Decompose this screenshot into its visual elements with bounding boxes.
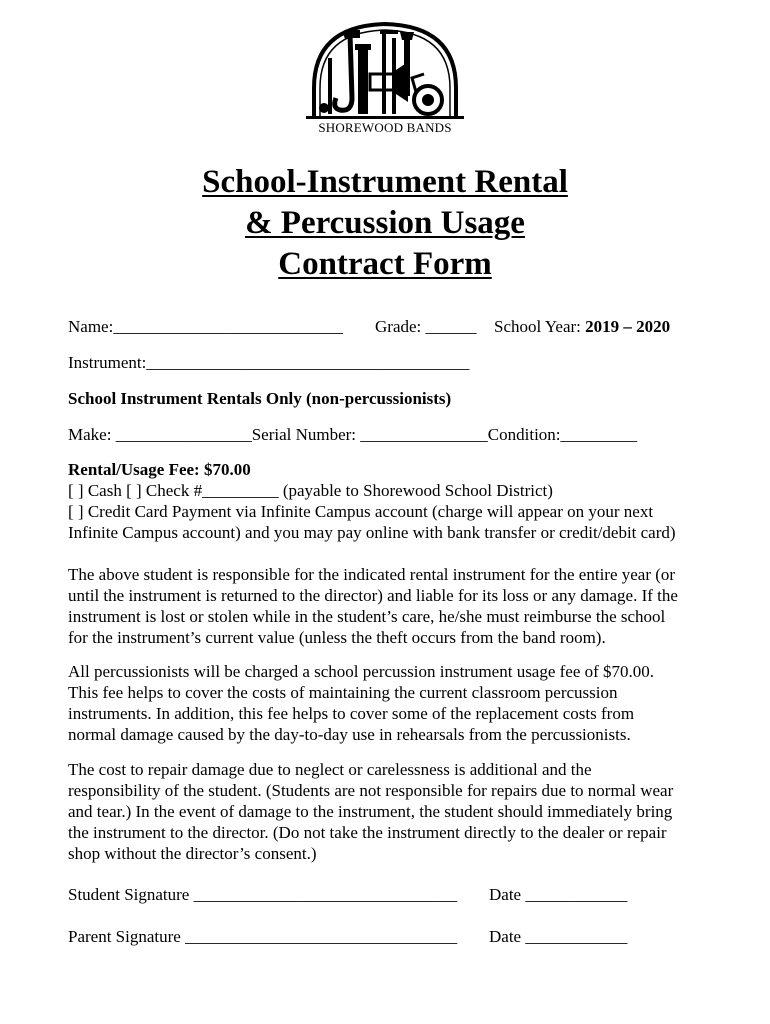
serial-number-label: Serial Number:	[251, 425, 361, 444]
name-field[interactable]: ___________________________	[113, 317, 343, 336]
make-label: Make:	[68, 425, 116, 444]
percussion-fee-paragraph	[68, 661, 708, 745]
date-label: Date	[489, 927, 526, 946]
grade-field[interactable]: ______	[425, 317, 477, 336]
paragraph-line: normal damage caused by the day-to-day use in rehearsals from the percussionists.	[68, 725, 631, 744]
parent-signature-field[interactable]: ________________________________	[185, 927, 458, 946]
condition-label: Condition:	[487, 425, 561, 444]
paragraph-line: The cost to repair damage due to neglect or carelessness is additional and the	[68, 760, 592, 779]
title-line-2: & Percussion Usage	[245, 205, 525, 241]
payment-cash-check-option[interactable]: [ ] Cash [ ] Check #_________ (payable to Shorewood School District)	[68, 481, 553, 500]
parent-date-row	[489, 926, 627, 947]
logo-text: SHOREWOOD BANDS	[318, 120, 452, 135]
title-line-1: School-Instrument Rental	[202, 164, 568, 200]
payment-credit-card-option[interactable]: [ ] Credit Card Payment via Infinite Campus account (charge will appear on your next	[68, 502, 654, 521]
school-year-value: 2019 – 2020	[585, 317, 671, 336]
make-field[interactable]: ________________	[115, 425, 252, 444]
student-date-field[interactable]: ____________	[525, 885, 628, 904]
repair-damage-paragraph	[68, 759, 708, 864]
student-signature-label: Student Signature	[68, 885, 194, 904]
title-line-3: Contract Form	[278, 246, 492, 282]
fee-section	[68, 459, 708, 543]
school-year-label: School Year:	[494, 317, 586, 336]
paragraph-line: All percussionists will be charged a school percussion instrument usage fee of $70.00.	[68, 662, 655, 681]
serial-number-field[interactable]: _______________	[360, 425, 488, 444]
date-label: Date	[489, 885, 526, 904]
responsibility-paragraph	[68, 564, 708, 648]
grade-row	[375, 316, 477, 337]
paragraph-line: The above student is responsible for the indicated rental instrument for the entire year (or	[68, 565, 676, 584]
rentals-heading: School Instrument Rentals Only (non-percussionists)	[68, 389, 452, 408]
parent-date-field[interactable]: ____________	[525, 927, 628, 946]
instrument-field[interactable]: ______________________________________	[146, 353, 470, 372]
paragraph-line: instrument is lost or stolen while in the student’s care, he/she must reimburse the school	[68, 607, 666, 626]
paragraph-line: the instrument to the director. (Do not take the instrument directly to the dealer or repair	[68, 823, 667, 842]
student-signature-row	[68, 884, 457, 905]
parent-signature-label: Parent Signature	[68, 927, 186, 946]
paragraph-line: responsibility of the student. (Students are not responsible for repairs due to normal wear	[68, 781, 674, 800]
payment-credit-card-note: Infinite Campus account) and you may pay online with bank transfer or credit/debit card)	[68, 523, 676, 542]
grade-label: Grade:	[375, 317, 422, 336]
paragraph-line: and tear.) In the event of damage to the instrument, the student should immediately bring	[68, 802, 673, 821]
fee-heading: Rental/Usage Fee: $70.00	[68, 460, 251, 479]
paragraph-line: until the instrument is returned to the director) and liable for its loss or any damage. If the	[68, 586, 678, 605]
name-grade-year-row	[68, 316, 343, 337]
student-signature-field[interactable]: _______________________________	[193, 885, 458, 904]
paragraph-line: instruments. In addition, this fee helps to cover some of the replacement costs from	[68, 704, 635, 723]
shorewood-bands-logo	[300, 18, 470, 140]
student-date-row	[489, 884, 627, 905]
paragraph-line: shop without the director’s consent.)	[68, 844, 317, 863]
instrument-label: Instrument:	[68, 353, 147, 372]
school-year-row	[494, 316, 670, 337]
paragraph-line: for the instrument’s current value (unless the theft occurs from the band room).	[68, 628, 606, 647]
instrument-row	[68, 352, 469, 373]
parent-signature-row	[68, 926, 457, 947]
condition-field[interactable]: _________	[560, 425, 638, 444]
make-serial-condition-row	[68, 424, 637, 445]
page-title	[0, 162, 770, 285]
name-label: Name:	[68, 317, 114, 336]
paragraph-line: This fee helps to cover the costs of maintaining the current classroom percussion	[68, 683, 618, 702]
